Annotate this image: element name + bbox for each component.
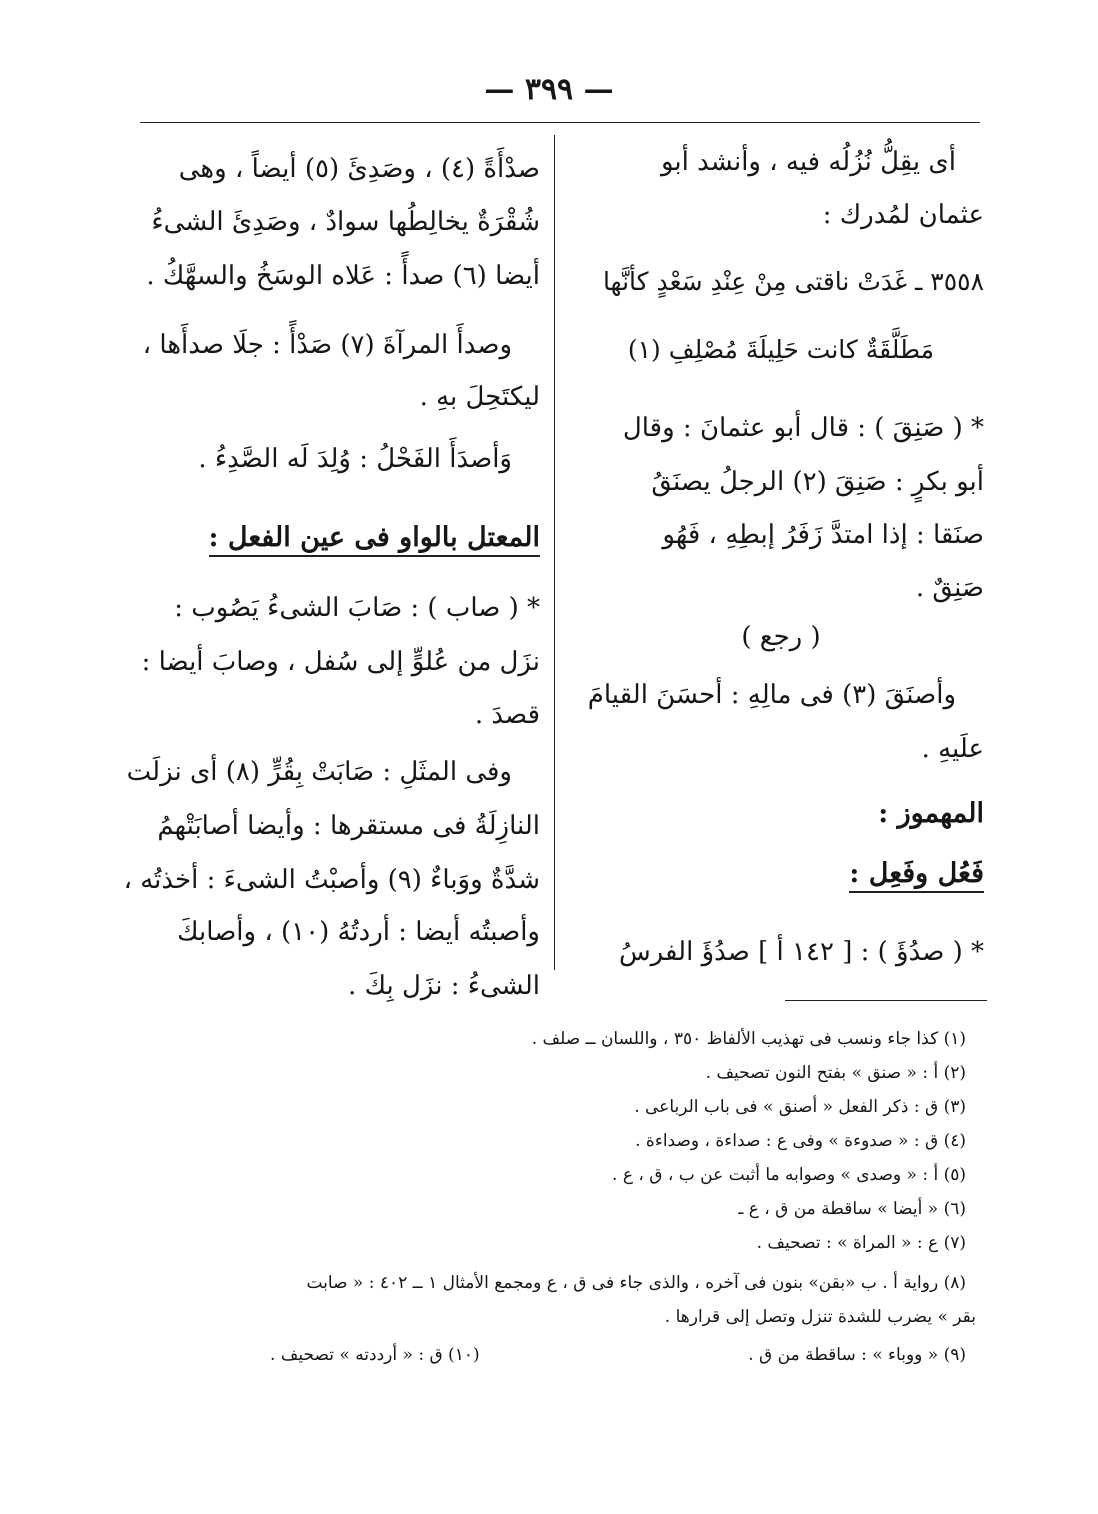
text-line: وفى المثَلِ : صَابَتْ بِقُرٍّ (٨) أى نزلَت bbox=[126, 757, 512, 787]
text-line: النازِلَةُ فى مستقرها : وأيضا أصابَتْهمُ bbox=[157, 811, 540, 841]
verse-line: مَطَلَّقَةٌ كانت حَلِيلَةَ مُصْلِفِ (١) bbox=[627, 335, 934, 364]
text-line: ليكتَحِلَ بهِ . bbox=[419, 382, 540, 412]
verse-line: ٣٥٥٨ ـ غَدَتْ ناقتى مِنْ عِنْدِ سَعْدٍ كأنَّها bbox=[602, 267, 984, 296]
page-number: — ٣٩٩ — bbox=[484, 72, 614, 107]
text-line: صَنِقٌ . bbox=[915, 573, 984, 603]
footnote: (٢) أ : « صنق » بفتح النون تصحيف . bbox=[705, 1063, 966, 1083]
footnote: (٩) « ووباء » : ساقطة من ق . bbox=[748, 1345, 966, 1365]
text-line: أبو بكرٍ : صَنِقَ (٢) الرجلُ يصنَقُ bbox=[651, 467, 984, 497]
text-line: نزَل من عُلوٍّ إلى سُفل ، وصابَ أيضا : bbox=[141, 647, 540, 677]
text-line: وأصبتُه أيضا : أردتُهُ (١٠) ، وأصابكَ bbox=[177, 917, 540, 947]
footnote: (٤) ق : « صدوءة » وفى ع : صداءة ، وصداءة . bbox=[635, 1131, 966, 1151]
text-line: صنَقا : إذا امتدَّ زَفَرُ إبطِهِ ، فَهُو bbox=[662, 520, 984, 550]
section-label: ( رجع ) bbox=[741, 622, 821, 652]
footnote: (٦) « أيضا » ساقطة من ق ، ع ـ bbox=[738, 1199, 966, 1219]
text-line: شُقْرَةٌ يخالِطُها سوادٌ ، وصَدِئَ الشىءُ bbox=[151, 207, 540, 237]
text-line: * ( صدُؤَ ) : [ ١٤٢ أ ] صدُؤَ الفرسُ bbox=[618, 937, 984, 967]
footnote: (٥) أ : « وصدى » وصوابه ما أثبت عن ب ، ق ، ع . bbox=[612, 1165, 966, 1185]
section-heading: المعتل بالواو فى عين الفعل : bbox=[150, 516, 540, 562]
footnote-rule bbox=[785, 1000, 987, 1001]
text-line: * ( صَنِقَ ) : قال أبو عثمانَ : وقال bbox=[622, 413, 984, 443]
footnote: (١) كذا جاء ونسب فى تهذيب الألفاظ ٣٥٠ ، واللسان ــ صلف . bbox=[531, 1029, 966, 1049]
footnote: (٨) رواية أ . ب «بقن» بنون فى آخره ، والذى جاء فى ق ، ع ومجمع الأمثال ١ ــ ٤٠٢ : « صابت bbox=[306, 1273, 966, 1293]
footnote: (١٠) ق : « أرددته » تصحيف . bbox=[270, 1345, 480, 1365]
footnote: (٣) ق : ذكر الفعل « أصنق » فى باب الرباعى . bbox=[634, 1097, 966, 1117]
text-line: وأصنَقَ (٣) فى مالِهِ : أحسَنَ القيامَ bbox=[587, 680, 956, 710]
section-heading: المهموز : bbox=[878, 798, 984, 829]
text-line: صدْأَةً (٤) ، وصَدِئَ (٥) أيضاً ، وهى bbox=[178, 154, 540, 184]
text-line: عثمان لمُدرك : bbox=[822, 200, 984, 230]
text-line: علَيهِ . bbox=[921, 734, 984, 764]
text-line: * ( صاب ) : صَابَ الشىءُ يَصُوب : bbox=[174, 593, 540, 623]
footnote: (٧) ع : « المراة » : تصحيف . bbox=[756, 1233, 966, 1253]
text-line: أى يقِلُّ نُزُلُه فيه ، وأنشد أبو bbox=[660, 147, 956, 177]
text-line: شدَّةٌ ووَباءٌ (٩) وأصبْتُ الشىءَ : أخذتُه ، bbox=[123, 865, 540, 895]
section-heading: فَعُل وفَعِل : bbox=[578, 852, 984, 898]
text-line: أيضا (٦) صدأً : عَلاه الوسَخُ والسهَّكُ . bbox=[146, 261, 540, 291]
text-line: وصدأَ المرآةَ (٧) صَدْأً : جلَا صدأَها ، bbox=[142, 330, 512, 360]
text-line: وَأصدَأَ الفَحْلُ : وُلِدَ لَه الصَّدِءُ . bbox=[198, 444, 512, 474]
footnote-pair bbox=[160, 1340, 976, 1372]
top-rule bbox=[140, 122, 980, 123]
text-line: قصدَ . bbox=[474, 700, 540, 730]
footnote-continuation: بقر » يضرب للشدة تنزل وتصل إلى قرارها . bbox=[664, 1307, 976, 1327]
text-line: الشىءُ : نزَل بِكَ . bbox=[348, 971, 540, 1001]
column-divider bbox=[554, 135, 555, 970]
